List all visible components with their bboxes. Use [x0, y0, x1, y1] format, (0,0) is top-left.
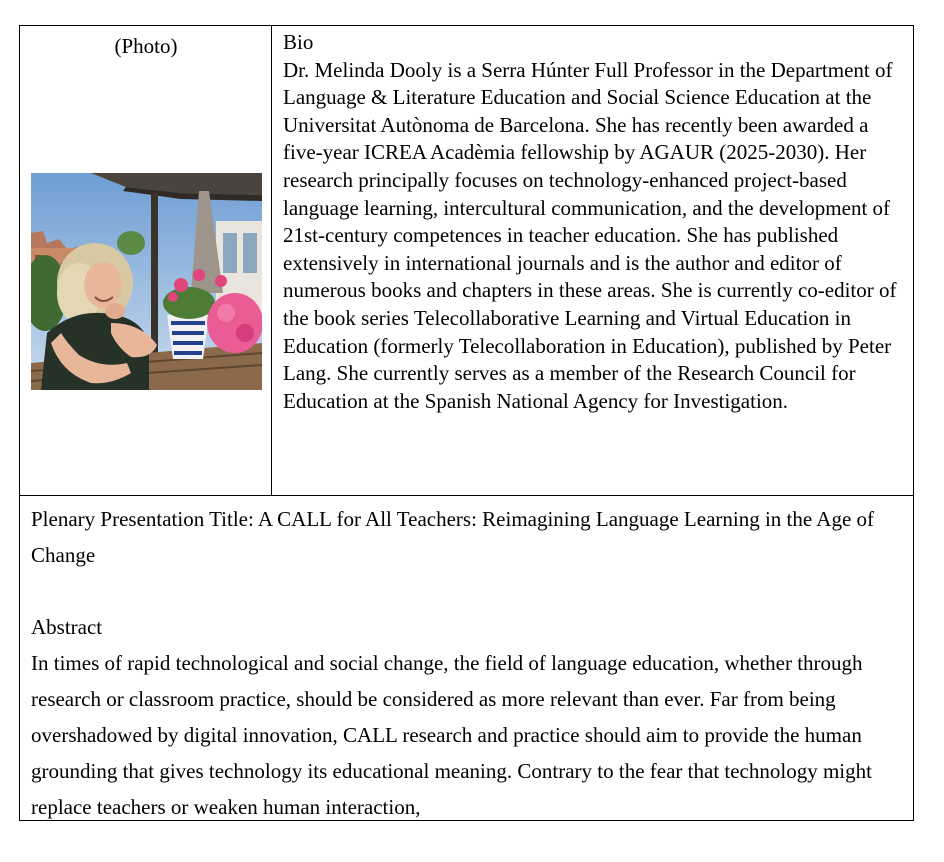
paragraph-spacer: [31, 573, 907, 609]
portrait-photo: [31, 173, 262, 390]
profile-row: [20, 26, 913, 496]
photo-label: (Photo): [114, 34, 178, 58]
bio-heading: Bio: [283, 30, 314, 54]
bio-cell: [283, 29, 909, 415]
presentation-cell: [31, 501, 907, 825]
abstract-heading: Abstract: [31, 615, 103, 639]
photo-cell: [20, 26, 272, 495]
abstract-text: In times of rapid technological and social change, the field of language education, whether through research or classroom practice, should be considered as more relevant than ever. Far from being overshadowed by digital innovation, CALL research and practice should aim to provide the human grounding that gives technology its educational meaning. Contrary to the fear that technology might replace teachers or weaken human interaction,: [31, 651, 872, 819]
presentation-title: Plenary Presentation Title: A CALL for All Teachers: Reimagining Language Learning in the Age of Change: [31, 507, 875, 567]
bio-text: Dr. Melinda Dooly is a Serra Húnter Full Professor in the Department of Language & Literature Education and Social Science Education at the Universitat Autònoma de Barcelona. She has recently been awarded a five-year ICREA Acadèmia fellowship by AGAUR (2025-2030). Her research principally focuses on technology-enhanced project-based language learning, intercultural communication, and the development of 21st-century competences in teacher education. She has published extensively in international journals and is the author and editor of numerous books and chapters in these areas. She is currently co-editor of the book series Telecollaborative Learning and Virtual Education in Education (formerly Telecollaboration in Education), published by Peter Lang. She currently serves as a member of the Research Council for Education at the Spanish National Agency for Investigation.: [283, 57, 897, 413]
profile-table: [19, 25, 914, 821]
